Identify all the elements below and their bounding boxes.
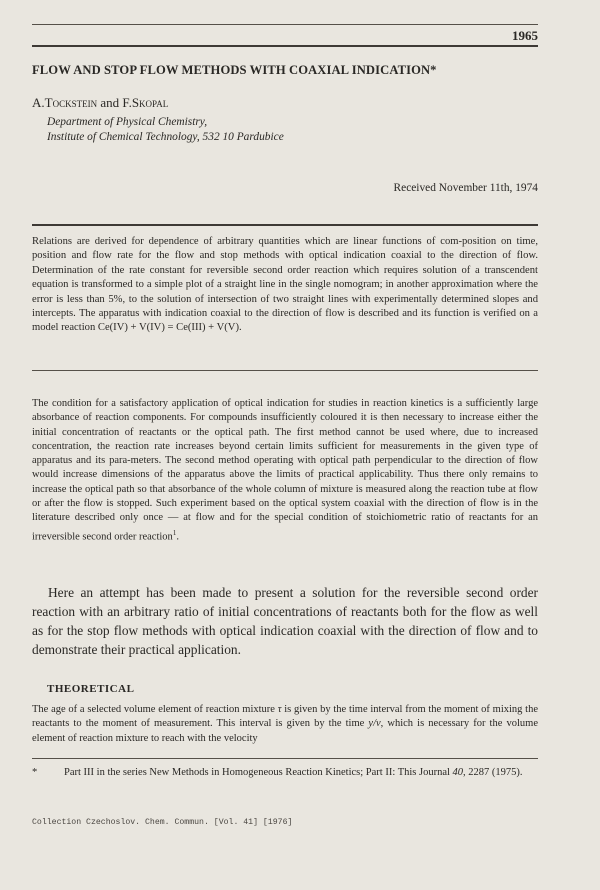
y-over-v-expression: y/v <box>368 718 381 730</box>
affiliation-line-2: Institute of Chemical Technology, 532 10 Pardubice <box>47 131 284 143</box>
reference-marker-1: 1 <box>172 528 177 537</box>
theory-text-b: is given by the time interval from the moment of mixing the reactants to the moment of measurement. This interval is given by the time <box>32 704 538 730</box>
footnote-volume: 40 <box>452 767 464 778</box>
abstract-paragraph: Relations are derived for dependence of arbitrary quantities which are linear functions of com-position on time, position and flow rate for the flow and stop methods with optical indication coaxial to the direction of flow. Determination of the rate constant for reversible second order reaction which requires solution of a transcendent equation is transformed to a simple plot of a straight line in the single nomogram; in another approximation where the error is less than 5%, to the solution of intersection of two straight lines with experimentally determined slopes and intercepts. The apparatus with indication coaxial to the direction of flow is described and its function is verified on a model reaction Ce(IV) + V(IV) = Ce(III) + V(V). <box>32 236 538 334</box>
footnote-text-b: , 2287 (1975). <box>463 767 523 778</box>
section-heading-theoretical: THEORETICAL <box>47 683 135 695</box>
intro-paragraph-1-end: . <box>176 531 179 543</box>
footnote <box>32 766 538 781</box>
received-date: Received November 11th, 1974 <box>393 182 538 194</box>
affiliation-line-1: Department of Physical Chemistry, <box>47 116 208 128</box>
author-1-surname: Tockstein <box>44 95 98 110</box>
top-thin-rule <box>32 24 538 25</box>
article-title: FLOW AND STOP FLOW METHODS WITH COAXIAL INDICATION* <box>32 63 437 77</box>
author-2-initial: F. <box>122 95 132 110</box>
page-number: 1965 <box>512 28 538 43</box>
authors-conjunction: and <box>97 95 123 110</box>
theory-text-a: The age of a selected volume element of reaction mixture <box>32 704 278 715</box>
footnote-mark: * <box>32 767 38 778</box>
intro-paragraph-1-text: The condition for a satisfactory application of optical indication for studies in reaction kinetics is a sufficiently large absorbance of reaction components. For compounds insufficiently coloured it is then necessary to increase either the initial concentration of reactants or the optical path. The first method cannot be used where, due to increased concentration, the reaction rate increases beyond certain limits sufficient for measurements in the given type of apparatus and its para-meters. The second method operating with optical path perpendicular to the direction of flow would increase dimensions of the apparatus above the limits of practical applicability. Thus there only remains to increase the optical path so that absorbance of the whole column of mixture is measured along the reaction tube at flow or after the flow is stopped. Such experiment based on the optical system coaxial with the direction of flow is in the literature described only once — at flow and for the special condition of stoichiometric ratio of reactants for an irreversible second order reaction <box>32 398 538 543</box>
intro-paragraph-2: Here an attempt has been made to present a solution for the reversible second order reaction with an arbitrary ratio of initial concentrations of reactants both for the flow as well as for the stop flow methods with optical indication coaxial with the direction of flow and to demonstrate their practical application. <box>32 585 538 657</box>
intro-paragraph-1 <box>32 397 538 544</box>
abstract-bottom-rule <box>32 370 538 371</box>
article-authors <box>32 95 168 111</box>
theory-paragraph <box>32 703 538 746</box>
journal-footer-citation: Collection Czechoslov. Chem. Commun. [Vol. 41] [1976] <box>32 818 293 827</box>
theory-text-c: , which is necessary for the volume element of reaction mixture to reach with the velocity <box>32 718 538 744</box>
tau-symbol: τ <box>277 704 282 715</box>
top-thick-rule <box>32 45 538 47</box>
author-2-surname: Skopal <box>131 95 169 110</box>
author-1-initial: A. <box>32 95 45 110</box>
footnote-text-a: Part III in the series New Methods in Homogeneous Reaction Kinetics; Part II: This Journal <box>64 767 453 778</box>
footnote-rule <box>32 758 538 759</box>
abstract-top-rule <box>32 224 538 226</box>
